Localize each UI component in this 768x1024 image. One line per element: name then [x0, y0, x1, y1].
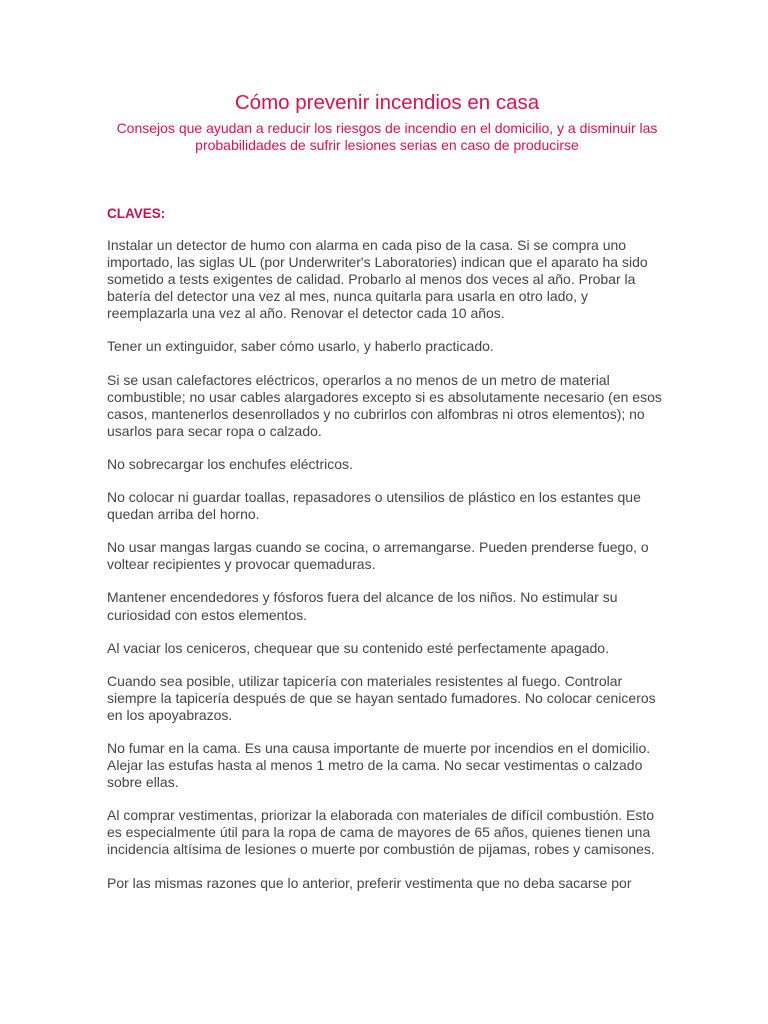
document-body [107, 237, 667, 908]
page-subtitle: Consejos que ayudan a reducir los riesgos de incendio en el domicilio, y a disminuir las probabilidades de sufrir lesiones serias en caso de producirse [116, 120, 658, 153]
paragraph-10: No fumar en la cama. Es una causa importante de muerte por incendios en el domicilio. Alejar las estufas hasta al menos 1 metro de la cama. No secar vestimentas o calzado sobre ellas. [107, 739, 651, 791]
paragraph-4: No sobrecargar los enchufes eléctricos. [107, 455, 353, 472]
paragraph-2: Tener un extinguidor, saber cómo usarlo, y haberlo practicado. [107, 338, 494, 355]
paragraph-12: Por las mismas razones que lo anterior, preferir vestimenta que no deba sacarse por [107, 874, 632, 891]
paragraph-9: Cuando sea posible, utilizar tapicería con materiales resistentes al fuego. Controlar siempre la tapicería después de que se hayan sentado fumadores. No colocar ceniceros en los apoyabrazos. [107, 672, 656, 723]
paragraph-1: Instalar un detector de humo con alarma en cada piso de la casa. Si se compra uno importado, las siglas UL (por Underwriter's Laboratories) indican que el aparato ha sido sometido a tests exigentes de calidad. Probarlo al menos dos veces al año. Probar la batería del detector una vez al mes, nunca quitarla para usarla en otro lado, y reemplazarla una vez al año. Renovar el detector cada 10 años. [107, 237, 648, 322]
section-heading-claves: CLAVES: [107, 206, 166, 221]
paragraph-7: Mantener encendedores y fósforos fuera del alcance de los niños. No estimular su curiosidad con estos elementos. [107, 589, 618, 623]
page-title: Cómo prevenir incendios en casa [234, 91, 540, 114]
paragraph-8: Al vaciar los ceniceros, chequear que su contenido esté perfectamente apagado. [107, 639, 609, 656]
paragraph-11: Al comprar vestimentas, priorizar la elaborada con materiales de difícil combustión. Esto es especialmente útil para la ropa de cama de mayores de 65 años, quienes tienen una incidencia altísima de lesiones o muerte por combustión de pijamas, robes y camisones. [107, 807, 655, 858]
paragraph-6: No usar mangas largas cuando se cocina, o arremangarse. Pueden prenderse fuego, o voltear recipientes y provocar quemaduras. [107, 539, 649, 573]
paragraph-5: No colocar ni guardar toallas, repasadores o utensilios de plástico en los estantes que quedan arriba del horno. [107, 489, 641, 523]
paragraph-3: Si se usan calefactores eléctricos, operarlos a no menos de un metro de material combustible; no usar cables alargadores excepto si es absolutamente necesario (en esos casos, mantenerlos desenrollados y no cubrirlos con alfombras ni otros elementos); no usarlos para secar ropa o calzado. [107, 371, 662, 439]
